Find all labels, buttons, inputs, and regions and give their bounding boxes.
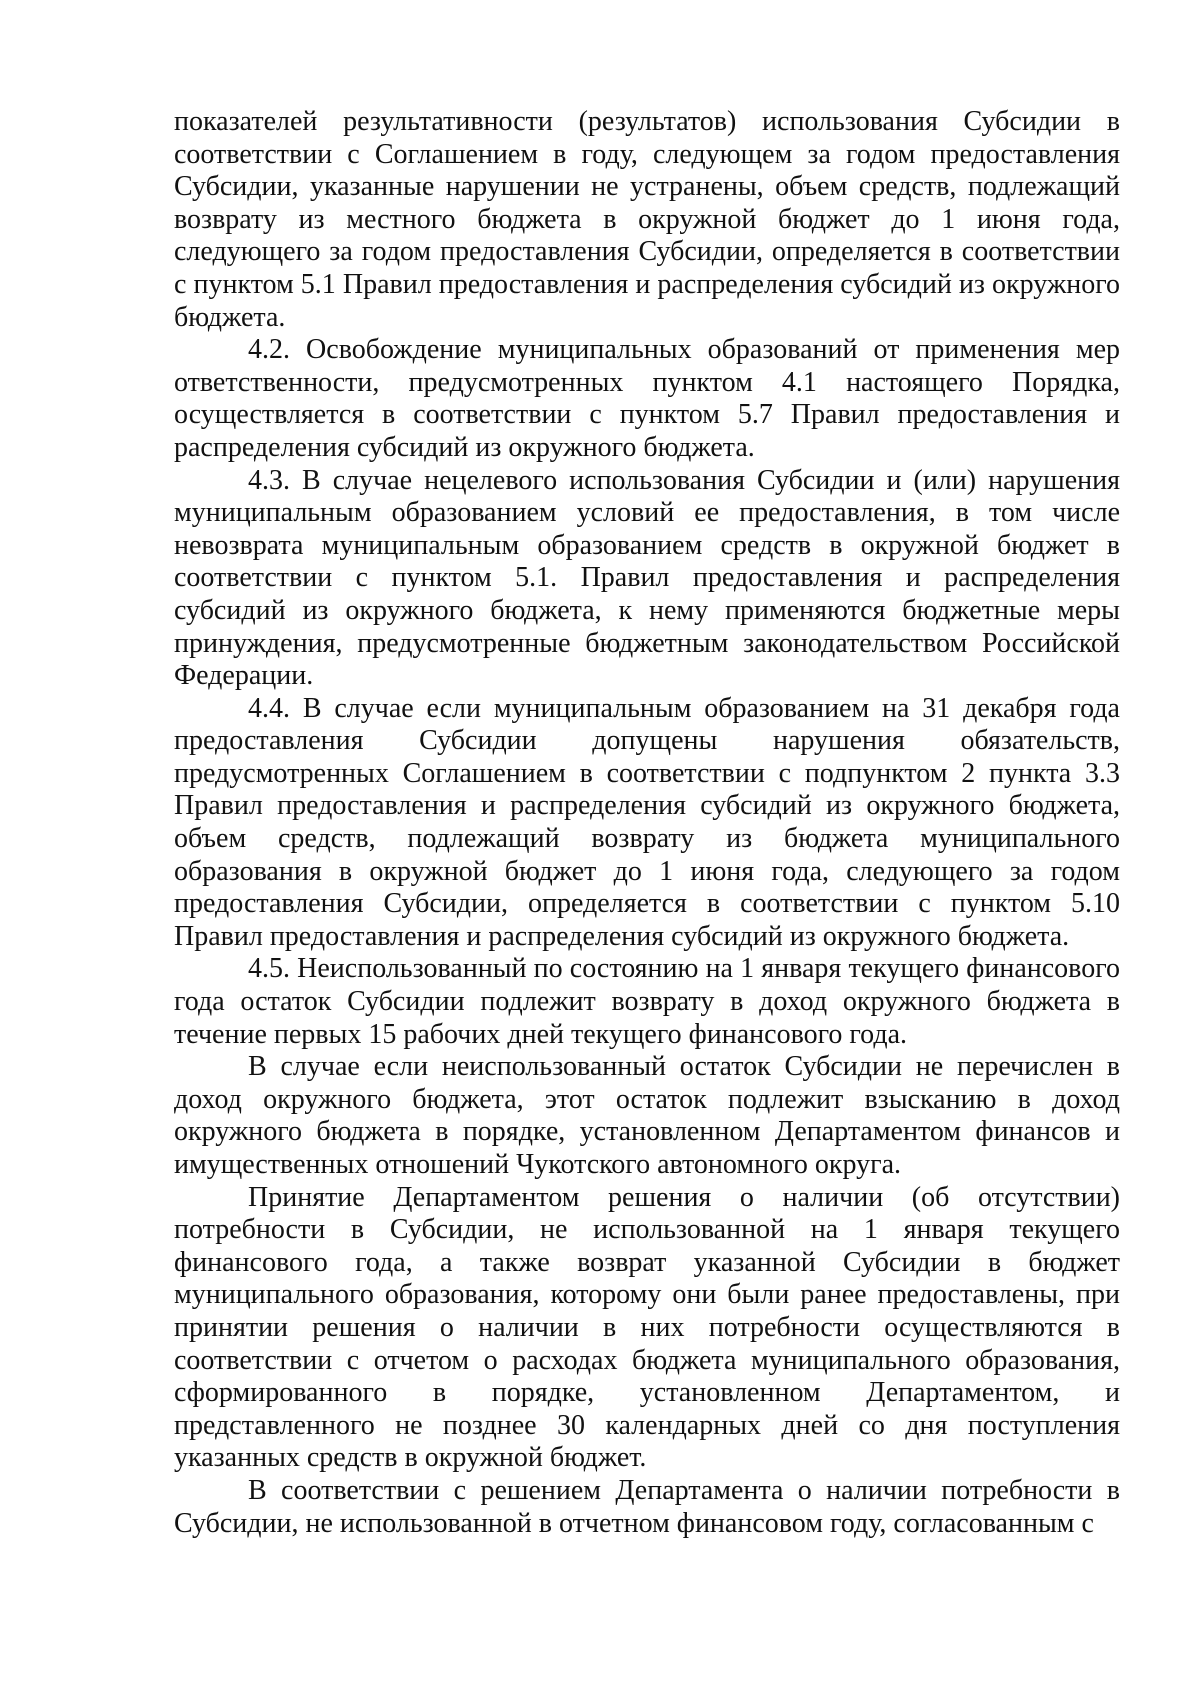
paragraph-decision-continued: В соответствии с решением Департамента о наличии потребности в Субсидии, не использованной в отчетном финансовом году, согласованным с: [174, 1474, 1120, 1539]
paragraph-4-3: 4.3. В случае нецелевого использования Субсидии и (или) нарушения муниципальным образованием условий ее предоставления, в том числе невозврата муниципальным образованием средств в окружной бюджет в соответствии с пунктом 5.1. Правил предоставления и распределения субсидий из окружного бюджета, к нему применяются бюджетные меры принуждения, предусмотренные бюджетным законодательством Российской Федерации.: [174, 464, 1120, 692]
document-page: [174, 106, 1120, 1540]
paragraph-4-5: 4.5. Неиспользованный по состоянию на 1 января текущего финансового года остаток Субсидии подлежит возврату в доход окружного бюджета в течение первых 15 рабочих дней текущего финансового года.: [174, 953, 1120, 1050]
paragraph-4-4: 4.4. В случае если муниципальным образованием на 31 декабря года предоставления Субсидии допущены нарушения обязательств, предусмотренных Соглашением в соответствии с подпунктом 2 пункта 3.3 Правил предоставления и распределения субсидий из окружного бюджета, объем средств, подлежащий возврату из бюджета муниципального образования в окружной бюджет до 1 июня года, следующего за годом предоставления Субсидии, определяется в соответствии с пунктом 5.10 Правил предоставления и распределения субсидий из окружного бюджета.: [174, 692, 1120, 952]
paragraph-1: показателей результативности (результатов) использования Субсидии в соответствии с Соглашением в году, следующем за годом предоставления Субсидии, указанные нарушении не устранены, объем средств, подлежащий возврату из местного бюджета в окружной бюджет до 1 июня года, следующего за годом предоставления Субсидии, определяется в соответствии с пунктом 5.1 Правил предоставления и распределения субсидий из окружного бюджета.: [174, 106, 1120, 333]
paragraph-4-2: 4.2. Освобождение муниципальных образований от применения мер ответственности, предусмотренных пунктом 4.1 настоящего Порядка, осуществляется в соответствии с пунктом 5.7 Правил предоставления и распределения субсидий из окружного бюджета.: [174, 334, 1120, 463]
paragraph-department-decision: Принятие Департаментом решения о наличии (об отсутствии) потребности в Субсидии, не использованной на 1 января текущего финансового года, а также возврат указанной Субсидии в бюджет муниципального образования, которому они были ранее предоставлены, при принятии решения о наличии в них потребности осуществляются в соответствии с отчетом о расходах бюджета муниципального образования, сформированного в порядке, установленном Департаментом, и представленного не позднее 30 календарных дней со дня поступления указанных средств в окружной бюджет.: [174, 1181, 1120, 1474]
paragraph-unused-remainder: В случае если неиспользованный остаток Субсидии не перечислен в доход окружного бюджета, этот остаток подлежит взысканию в доход окружного бюджета в порядке, установленном Департаментом финансов и имущественных отношений Чукотского автономного округа.: [174, 1051, 1120, 1180]
